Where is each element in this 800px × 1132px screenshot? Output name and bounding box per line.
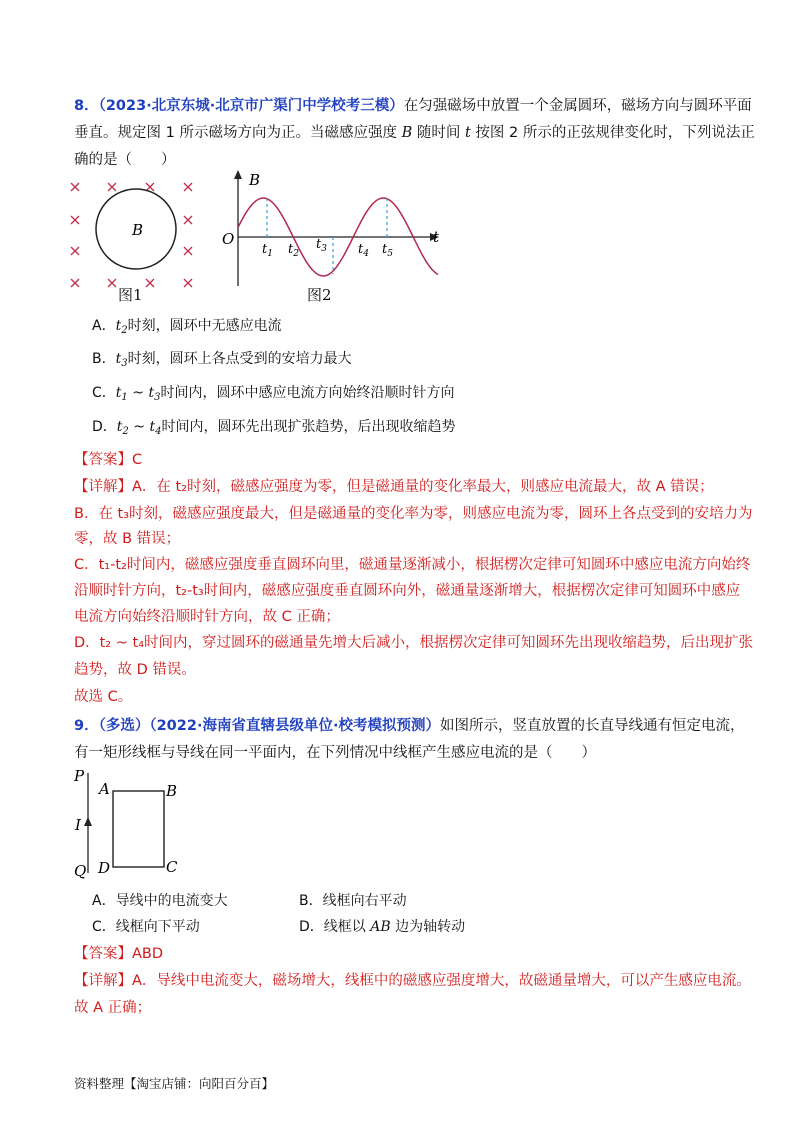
label-B: B [166, 782, 178, 800]
current-arrow [84, 817, 92, 826]
q8-option-c: C．$t_1$ ~ $t_3$时间内，圆环中感应电流方向始终沿顺时针方向 [92, 385, 455, 403]
tick-t1: $t_1$ [262, 242, 273, 259]
q9-stem-text: 如图所示，竖直放置的长直导线通有恒定电流， [439, 718, 745, 734]
rect-frame [113, 791, 164, 867]
label-Q: Q [74, 862, 87, 880]
q8-option-b: B．$t_3$时刻，圆环上各点受到的安培力最大 [92, 351, 352, 369]
label-P: P [74, 767, 85, 785]
q8-option-a: A．$t_2$时刻，圆环中无感应电流 [92, 318, 282, 336]
tick-t2: $t_2$ [288, 242, 299, 259]
q9-detail-line: 故 A 正确； [74, 1000, 152, 1016]
q9-option-c: C．线框向下平动 [92, 919, 200, 935]
q8-source: （2023·北京东城·北京市广渠门中学校考三模） [98, 98, 404, 114]
q8-stem-line1 [74, 96, 752, 116]
q8-detail-line: 沿顺时针方向，t₂-t₃时间内，磁感应强度垂直圆环向外，磁通量逐渐增大，根据楞次定律可知圆环中感应 [74, 583, 741, 599]
q8-stem-part: 按图 2 所示的正弦规律变化时，下列说法正 [470, 125, 755, 141]
q9-source: （多选）（2022·海南省直辖县级单位·校考模拟预测） [98, 718, 440, 734]
fig2-t-axis-label: t [433, 228, 440, 246]
q8-detail-line: D．t₂ ~ t₄时间内，穿过圆环的磁通量先增大后减小，根据楞次定律可知圆环先出现收缩趋势，后出现扩张 [74, 635, 754, 651]
q9-option-d: D．线框以 AB 边为轴转动 [299, 919, 466, 935]
label-D: D [98, 859, 111, 877]
label-C: C [166, 858, 178, 876]
footer-source: 资料整理【淘宝店铺：向阳百分百】 [74, 1076, 275, 1091]
fig1-B-label: B [132, 221, 144, 239]
q8-stem-part: 垂直。规定图 1 所示磁场方向为正。当磁感应强度 [74, 125, 402, 141]
fig1-caption: 图1 [118, 286, 143, 304]
label-A: A [99, 780, 110, 798]
q8-number: 8． [74, 98, 99, 114]
tick-t5: $t_5$ [382, 242, 393, 259]
q9-answer: 【答案】ABD [74, 946, 164, 962]
q8-answer: 【答案】C [74, 452, 143, 468]
q9-figure [70, 765, 190, 880]
q9-stem-line2: 有一矩形线框与导线在同一平面内，在下列情况中线框产生感应电流的是（ ） [74, 745, 596, 761]
q8-stem-line2 [74, 123, 755, 143]
q8-detail-line: 故选 C。 [74, 689, 133, 705]
q8-stem-var-t: t [464, 125, 471, 141]
fig2-caption: 图2 [307, 286, 332, 304]
q8-detail-line: 趋势，故 D 错误。 [74, 662, 196, 678]
fig2-y-arrow [234, 170, 242, 179]
q8-detail-line: B．在 t₃时刻，磁感应强度最大，但是磁通量的变化率为零，则感应电流为零，圆环上各点受到的安培力为 [74, 506, 753, 522]
q9-detail-line: 【详解】A．导线中电流变大，磁场增大，线框中的磁感应强度增大，故磁通量增大，可以产生感应电流。 [74, 973, 751, 989]
q8-detail-line: C．t₁-t₂时间内，磁感应强度垂直圆环向里，磁通量逐渐减小，根据楞次定律可知圆环中感应电流方向始终 [74, 557, 751, 573]
tick-t4: $t_4$ [358, 242, 369, 259]
q8-detail-line: 【详解】A．在 t₂时刻，磁感应强度为零，但是磁通量的变化率最大，则感应电流最大，故 A 错误； [74, 479, 714, 495]
q8-option-d: D．$t_2$ ~ $t_4$时间内，圆环先出现扩张趋势，后出现收缩趋势 [92, 419, 456, 437]
fig2-B-axis-label: B [249, 171, 261, 189]
fig2-origin-label: O [222, 230, 235, 248]
q8-stem-part: 随时间 [412, 125, 465, 141]
q8-stem-text: 在匀强磁场中放置一个金属圆环，磁场方向与圆环平面 [403, 98, 752, 114]
q9-option-b: B．线框向右平动 [299, 893, 407, 909]
q9-stem-line1 [74, 716, 745, 736]
q8-detail-line: 零，故 B 错误； [74, 531, 181, 547]
tick-t3: $t_3$ [316, 237, 327, 254]
q9-option-a: A．导线中的电流变大 [92, 893, 228, 909]
q9-number: 9． [74, 718, 99, 734]
label-I: I [75, 816, 81, 834]
q8-detail-line: 电流方向始终沿顺时针方向，故 C 正确； [74, 609, 340, 625]
q8-stem-var-B: B [401, 125, 413, 141]
q8-figure2 [220, 166, 450, 296]
q8-stem-line3: 确的是（ ） [74, 152, 176, 168]
